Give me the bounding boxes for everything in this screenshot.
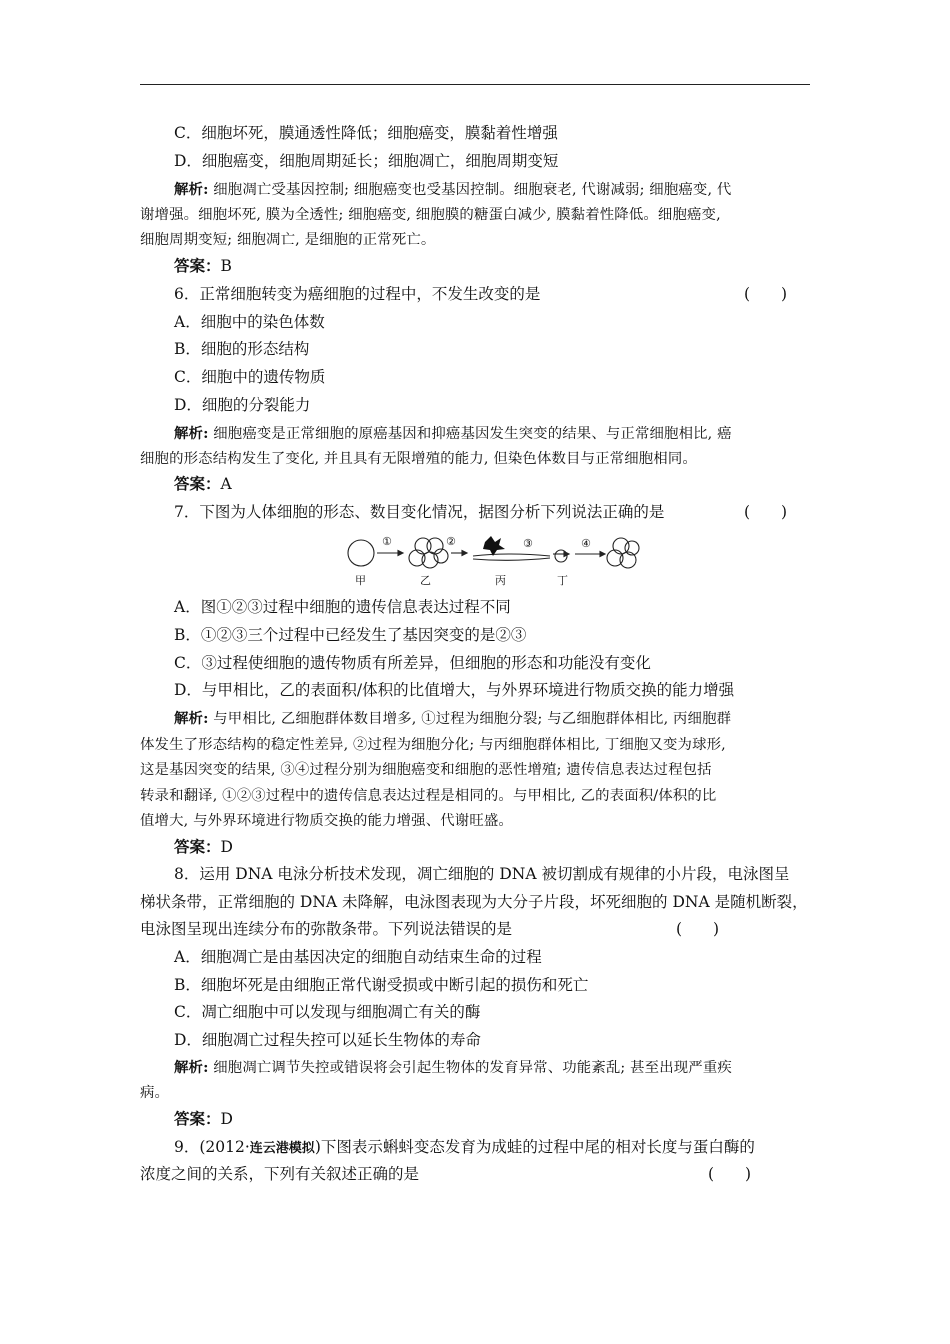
step-2-label: ② bbox=[446, 535, 456, 548]
analysis-line: 解析: 细胞凋亡受基因控制; 细胞癌变也受基因控制。细胞衰老, 代谢减弱; 细胞癌变, 代 bbox=[174, 181, 732, 198]
header-rule bbox=[140, 84, 810, 85]
option-b: B．细胞坏死是由细胞正常代谢受损或中断引起的损伤和死亡 bbox=[174, 976, 589, 994]
label-jia: 甲 bbox=[355, 574, 366, 587]
question-9-stem: 9．(2012·连云港模拟)下图表示蝌蚪变态发育为成蛙的过程中尾的相对长度与蛋白酶的 bbox=[174, 1138, 755, 1156]
question-6-stem: 6．正常细胞转变为癌细胞的过程中，不发生改变的是 ( ) bbox=[174, 285, 788, 303]
option-c: C．细胞中的遗传物质 bbox=[174, 368, 326, 386]
option-a: A．细胞凋亡是由基因决定的细胞自动结束生命的过程 bbox=[174, 948, 542, 966]
differentiated-cells-bing-icon bbox=[473, 554, 550, 560]
question-8-stem: 梯状条带，正常细胞的 DNA 未降解，电泳图表现为大分子片段，坏死细胞的 DNA 是随机断裂， bbox=[140, 893, 808, 911]
analysis-line: 值增大, 与外界环境进行物质交换的能力增强、代谢旺盛。 bbox=[140, 813, 513, 829]
analysis-line: 病。 bbox=[140, 1085, 170, 1101]
question-7-stem: 7．下图为人体细胞的形态、数目变化情况，据图分析下列说法正确的是 ( ) bbox=[174, 503, 788, 521]
analysis-line: 这是基因突变的结果, ③④过程分别为细胞癌变和细胞的恶性增殖; 遗传信息表达过程包括 bbox=[140, 762, 712, 778]
step-4-label: ④ bbox=[581, 537, 591, 550]
option-d: D．细胞凋亡过程失控可以延长生物体的寿命 bbox=[174, 1031, 481, 1049]
cell-jia-icon bbox=[348, 540, 374, 566]
option-a: A．图①②③过程中细胞的遗传信息表达过程不同 bbox=[174, 598, 511, 616]
option-b: B．①②③三个过程中已经发生了基因突变的是②③ bbox=[174, 626, 527, 644]
question-8-stem: 8．运用 DNA 电泳分析技术发现，凋亡细胞的 DNA 被切割成有规律的小片段，电泳图呈 bbox=[174, 865, 790, 883]
step-1-label: ① bbox=[382, 535, 392, 548]
option-d: D．细胞癌变，细胞周期延长；细胞凋亡，细胞周期变短 bbox=[174, 152, 559, 170]
analysis-line: 谢增强。细胞坏死, 膜为全透性; 细胞癌变, 细胞膜的糖蛋白减少, 膜黏着性降低。细胞癌变, bbox=[140, 207, 721, 223]
answer-line: 答案：D bbox=[174, 837, 233, 856]
cell-cluster-yi-icon bbox=[409, 538, 448, 568]
option-c: C．细胞坏死，膜通透性降低；细胞癌变，膜黏着性增强 bbox=[174, 124, 558, 142]
cell-cluster-final-icon bbox=[607, 538, 639, 568]
step-3-label: ③ bbox=[523, 537, 533, 550]
cell-change-figure bbox=[345, 534, 645, 592]
question-9-stem: 浓度之间的关系，下列有关叙述正确的是 ( ) bbox=[140, 1165, 752, 1183]
analysis-line: 细胞的形态结构发生了变化, 并且具有无限增殖的能力, 但染色体数目与正常细胞相同。 bbox=[140, 451, 697, 467]
option-a: A．细胞中的染色体数 bbox=[174, 313, 325, 331]
analysis-line: 体发生了形态结构的稳定性差异, ②过程为细胞分化; 与丙细胞群体相比, 丁细胞又变为球形, bbox=[140, 737, 726, 753]
answer-line: 答案：A bbox=[174, 474, 232, 493]
option-c: C．③过程使细胞的遗传物质有所差异，但细胞的形态和功能没有变化 bbox=[174, 654, 651, 672]
analysis-line: 解析: 与甲相比, 乙细胞群体数目增多, ①过程为细胞分裂; 与乙细胞群体相比, 丙细胞群 bbox=[174, 710, 732, 727]
option-d: D．与甲相比，乙的表面积/体积的比值增大，与外界环境进行物质交换的能力增强 bbox=[174, 681, 735, 699]
label-ding: 丁 bbox=[557, 574, 568, 587]
option-d: D．细胞的分裂能力 bbox=[174, 396, 311, 414]
label-yi: 乙 bbox=[420, 574, 431, 587]
analysis-line: 解析: 细胞凋亡调节失控或错误将会引起生物体的发育异常、功能紊乱; 甚至出现严重疾 bbox=[174, 1059, 732, 1076]
analysis-line: 转录和翻译, ①②③过程中的遗传信息表达过程是相同的。与甲相比, 乙的表面积/体积的比 bbox=[140, 788, 717, 804]
label-bing: 丙 bbox=[495, 574, 506, 587]
neuron-cell-icon bbox=[483, 536, 505, 556]
question-8-stem: 电泳图呈现出连续分布的弥散条带。下列说法错误的是 ( ) bbox=[140, 920, 720, 938]
option-c: C．凋亡细胞中可以发现与细胞凋亡有关的酶 bbox=[174, 1003, 481, 1021]
answer-line: 答案：B bbox=[174, 256, 232, 275]
analysis-line: 细胞周期变短; 细胞凋亡, 是细胞的正常死亡。 bbox=[140, 232, 436, 248]
option-b: B．细胞的形态结构 bbox=[174, 340, 310, 358]
analysis-line: 解析: 细胞癌变是正常细胞的原癌基因和抑癌基因发生突变的结果、与正常细胞相比, 癌 bbox=[174, 425, 732, 442]
answer-line: 答案：D bbox=[174, 1109, 233, 1128]
